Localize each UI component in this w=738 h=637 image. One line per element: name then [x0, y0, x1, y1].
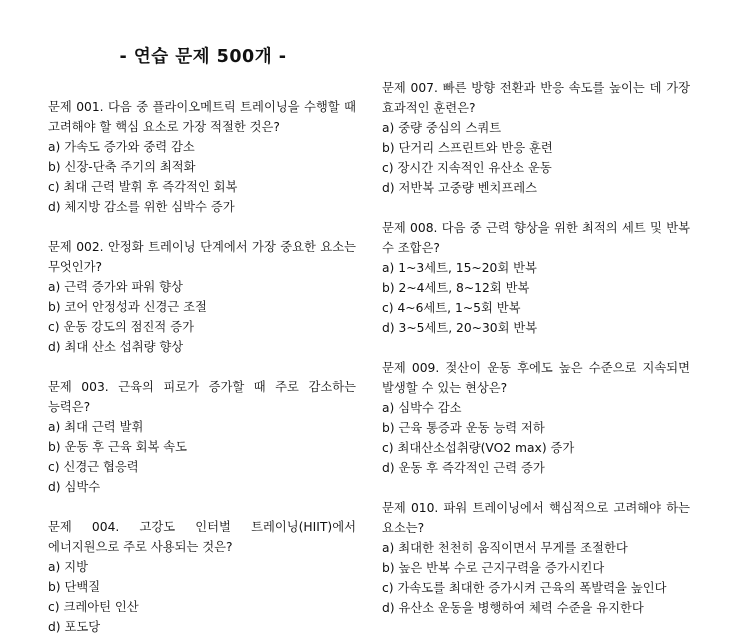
option-a: a) 최대한 천천히 움직이면서 무게를 조절한다: [382, 541, 628, 555]
option-b: b) 높은 반복 수로 근지구력을 증가시킨다: [382, 561, 605, 575]
option-c: c) 최대 근력 발휘 후 즉각적인 회복: [48, 180, 238, 194]
question-text: 문제 004. 고강도 인터벌 트레이닝(HIIT)에서 에너지원으로 주로 사용되는 것은?: [48, 520, 356, 554]
question-text: 문제 009. 젖산이 운동 후에도 높은 수준으로 지속되면 발생할 수 있는 현상은?: [382, 361, 690, 395]
question-001: [48, 97, 356, 217]
option-b: b) 코어 안정성과 신경근 조절: [48, 300, 207, 314]
option-a: a) 근력 증가와 파워 향상: [48, 280, 183, 294]
question-text: 문제 008. 다음 중 근력 향상을 위한 최적의 세트 및 반복 수 조합은?: [382, 221, 690, 255]
option-c: c) 운동 강도의 점진적 증가: [48, 320, 194, 334]
option-b: b) 근육 통증과 운동 능력 저하: [382, 421, 545, 435]
option-c: c) 4~6세트, 1~5회 반복: [382, 301, 521, 315]
document-title: - 연습 문제 500개 -: [119, 47, 287, 67]
option-d: d) 저반복 고중량 벤치프레스: [382, 181, 537, 195]
option-d: d) 포도당: [48, 620, 101, 634]
option-d: d) 3~5세트, 20~30회 반복: [382, 321, 538, 335]
option-a: a) 최대 근력 발휘: [48, 420, 144, 434]
option-d: d) 유산소 운동을 병행하여 체력 수준을 유지한다: [382, 601, 644, 615]
option-b: b) 단거리 스프린트와 반응 훈련: [382, 141, 553, 155]
option-c: c) 신경근 협응력: [48, 460, 139, 474]
option-d: d) 운동 후 즉각적인 근력 증가: [382, 461, 545, 475]
option-b: b) 운동 후 근육 회복 속도: [48, 440, 188, 454]
question-010: [382, 498, 690, 618]
option-d: d) 체지방 감소를 위한 심박수 증가: [48, 200, 235, 214]
option-c: c) 최대산소섭취량(VO2 max) 증가: [382, 441, 575, 455]
option-d: d) 심박수: [48, 480, 101, 494]
option-b: b) 단백질: [48, 580, 101, 594]
question-007: [382, 78, 690, 198]
option-a: a) 중량 중심의 스쿼트: [382, 121, 502, 135]
question-008: [382, 218, 690, 338]
question-text: 문제 003. 근육의 피로가 증가할 때 주로 감소하는 능력은?: [48, 380, 356, 414]
question-text: 문제 002. 안정화 트레이닝 단계에서 가장 중요한 요소는 무엇인가?: [48, 240, 356, 274]
option-b: b) 2~4세트, 8~12회 반복: [382, 281, 530, 295]
question-text: 문제 010. 파워 트레이닝에서 핵심적으로 고려해야 하는 요소는?: [382, 501, 690, 535]
question-text: 문제 007. 빠른 방향 전환과 반응 속도를 높이는 데 가장 효과적인 훈련은?: [382, 81, 690, 115]
option-a: a) 지방: [48, 560, 88, 574]
question-004: [48, 517, 356, 637]
option-b: b) 신장-단축 주기의 최적화: [48, 160, 196, 174]
question-text: 문제 001. 다음 중 플라이오메트릭 트레이닝을 수행할 때 고려해야 할 핵심 요소로 가장 적절한 것은?: [48, 100, 356, 134]
question-002: [48, 237, 356, 357]
option-c: c) 크레아틴 인산: [48, 600, 139, 614]
option-d: d) 최대 산소 섭취량 향상: [48, 340, 184, 354]
question-009: [382, 358, 690, 478]
option-c: c) 장시간 지속적인 유산소 운동: [382, 161, 552, 175]
option-a: a) 심박수 감소: [382, 401, 462, 415]
option-a: a) 1~3세트, 15~20회 반복: [382, 261, 537, 275]
option-a: a) 가속도 증가와 중력 감소: [48, 140, 195, 154]
option-c: c) 가속도를 최대한 증가시켜 근육의 폭발력을 높인다: [382, 581, 667, 595]
question-003: [48, 377, 356, 497]
